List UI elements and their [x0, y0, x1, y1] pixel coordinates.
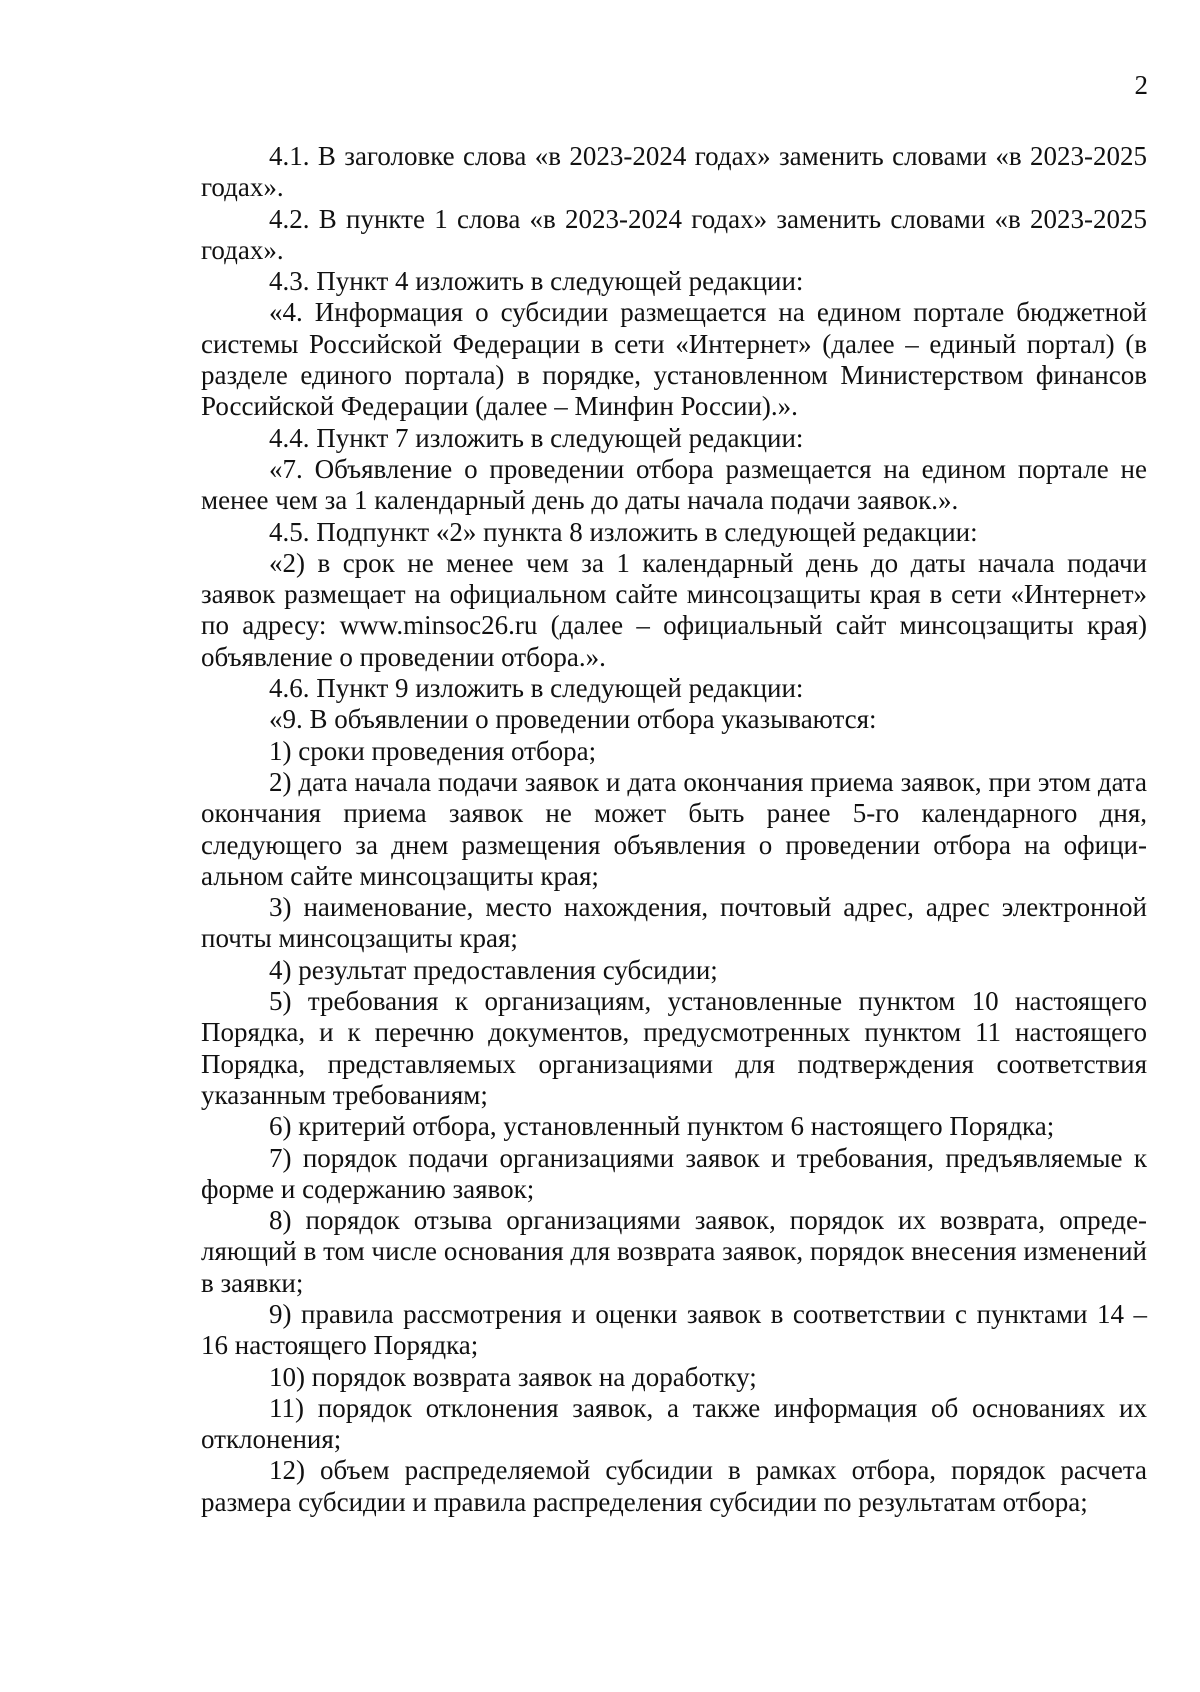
list-item-1: 1) сроки проведения отбора;: [269, 735, 597, 766]
paragraph-item-7-text: «7. Объявление о проведении отбора размещается на едином портале не менее чем за 1 календарный день до даты начала подачи заявок.».: [201, 453, 1147, 516]
paragraph-4-1: 4.1. В заголовке слова «в 2023-2024 годах» заменить словами «в 2023-2025 годах».: [201, 141, 1147, 203]
paragraph-item-4-text: «4. Информация о субсидии размещается на едином портале бюджетной системы Российской Федерации в сети «Интернет» (далее – единый портал) (в разделе единого портала) в порядке, установленном Министерством финансов Российской Федерации (далее – Минфин России).».: [201, 297, 1147, 422]
list-item-5: 5) требования к организациям, установленные пунктом 10 настоящего Порядка, и к перечню документов, предусмотренных пунктом 11 настоящего Порядка, представляемых организациями для подтверждения соответствия указанным требованиям;: [201, 986, 1147, 1110]
paragraph-subitem-2-text: «2) в срок не менее чем за 1 календарный день до даты начала подачи заявок размещает на официальном сайте минсоцзащиты края в сети «Интернет» по адресу: www.minsoc26.ru (далее – официальный сайт минсоцзащиты края) объявление о проведении отбора.».: [201, 547, 1147, 672]
paragraph-4-4: 4.4. Пункт 7 изложить в следующей редакции:: [269, 422, 804, 453]
paragraph-item-9-intro: «9. В объявлении о проведении отбора указываются:: [269, 704, 877, 735]
paragraph-4-2: 4.2. В пункте 1 слова «в 2023-2024 годах» заменить словами «в 2023-2025 годах».: [201, 203, 1147, 265]
paragraph-4-3: 4.3. Пункт 4 изложить в следующей редакции:: [269, 266, 804, 297]
list-item-2: 2) дата начала подачи заявок и дата окончания приема заявок, при этом дата окончания приема заявок не может быть ранее 5-го календарного дня, следующего за днем размещения объявления о проведении отбора на официальном сайте минсоцзащиты края;: [201, 766, 1147, 891]
list-item-6: 6) критерий отбора, установленный пунктом 6 настоящего Порядка;: [269, 1111, 1055, 1142]
paragraph-4-6: 4.6. Пункт 9 изложить в следующей редакции:: [269, 673, 804, 704]
list-item-10: 10) порядок возврата заявок на доработку;: [269, 1361, 757, 1392]
list-item-11: 11) порядок отклонения заявок, а также информация об основаниях их отклонения;: [201, 1392, 1147, 1455]
paragraph-4-5: 4.5. Подпункт «2» пункта 8 изложить в следующей редакции:: [269, 516, 978, 547]
list-item-12: 12) объем распределяемой субсидии в рамках отбора, порядок расчета размера субсидии и правила распределения субсидии по результатам отбора;: [201, 1455, 1147, 1517]
list-item-4: 4) результат предоставления субсидии;: [269, 954, 718, 985]
page-number: 2: [1134, 70, 1148, 100]
list-item-9: 9) правила рассмотрения и оценки заявок в соответствии с пунктами 14 – 16 настоящего Порядка;: [201, 1298, 1147, 1361]
list-item-8: 8) порядок отзыва организациями заявок, порядок их возврата, определяющий в том числе основания для возврата заявок, порядок внесения изменений в заявки;: [201, 1205, 1147, 1298]
list-item-3: 3) наименование, место нахождения, почтовый адрес, адрес электронной почты минсоцзащиты края;: [201, 892, 1147, 954]
document-body: [201, 141, 1147, 1518]
list-item-7: 7) порядок подачи организациями заявок и требования, предъявляемые к форме и содержанию заявок;: [201, 1142, 1147, 1204]
